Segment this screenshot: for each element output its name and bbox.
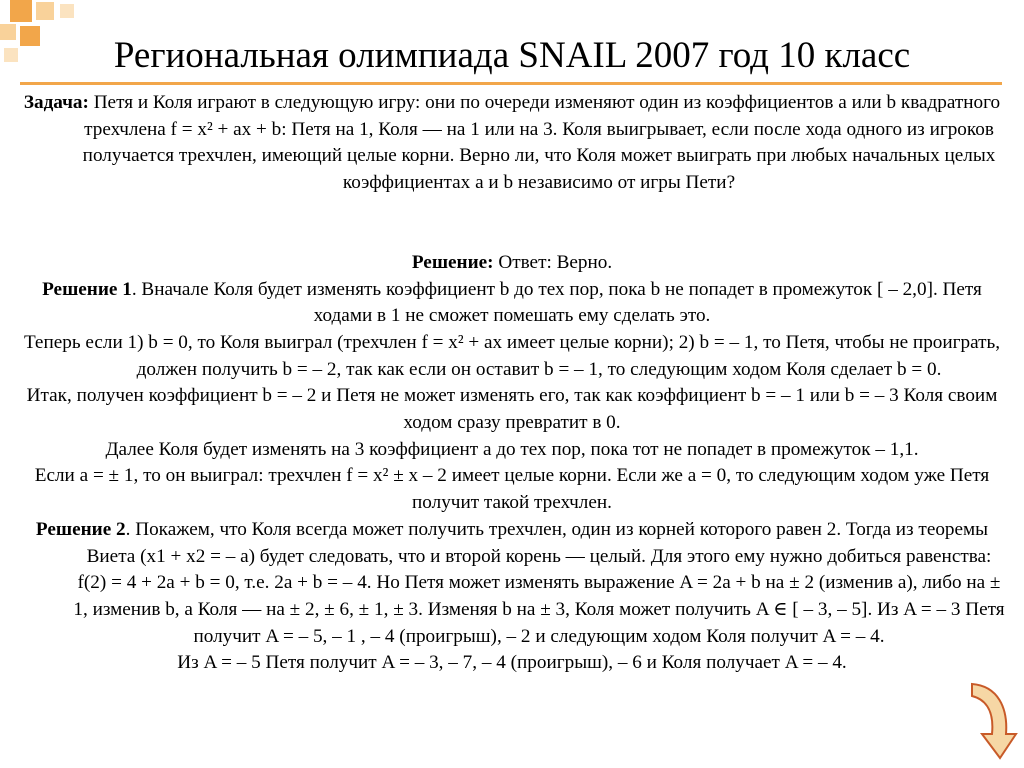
slide-content (16, 90, 1008, 677)
solution1-conclusion: Итак, получен коэффициент b = – 2 и Петя не может изменять его, так как коэффициент b = – 1 или b = – 3 Коля своим ходом сразу превратит в 0. (26, 385, 998, 434)
solution1-label: Решение 1 (42, 278, 132, 300)
task-paragraph (16, 90, 1008, 197)
solution1-paragraph (16, 277, 1008, 330)
solution1-final: Если a = ± 1, то он выиграл: трехчлен f = x² ± x – 2 имеет целые корни. Если же a = 0, то следующим ходом уже Петя получит такой трехчлен. (34, 465, 990, 514)
solution2-text: . Покажем, что Коля всегда может получить трехчлен, один из корней которого равен 2. Тогда из теоремы Виета (x1 + x2 = – a) будет следовать, что и второй корень — целый. Для этого ему нужно добиться равенства: f(2) = 4 + 2a + b = 0, т.е. 2a + b = – 4. Но Петя может изменять выражение A = 2a + b на ± 2 (изменив a), либо на ± 1, изменив b, а Коля — на ± 2, ± 6, ± 1, ± 3. Изменяя b на ± 3, Коля может получить A ∈ [ – 3, – 5]. Из A = – 3 Петя получит A = – 5, – 1 , – 4 (проигрыш), – 2 и следующим ходом Коля получит A = – 4. (73, 518, 1005, 647)
task-label: Задача: (23, 92, 89, 113)
solution1-cases: Теперь если 1) b = 0, то Коля выиграл (трехчлен f = x² + ax имеет целые корни); 2) b = – 1, то Петя, чтобы не проиграть, должен получить b = – 2, так как если он оставит b = – 1, то следующим ходом Коля сделает b = 0. (23, 331, 1001, 380)
solution2-paragraph (16, 517, 1008, 651)
solution1-text: . Вначале Коля будет изменять коэффициент b до тех пор, пока b не попадет в промежуток [ – 2,0]. Петя ходами в 1 не сможет помешать ему сделать это. (131, 278, 982, 327)
title-underline (20, 82, 1002, 85)
answer-text: Ответ: Верно. (493, 251, 613, 273)
slide-title: Региональная олимпиада SNAIL 2007 год 10 класс (113, 35, 911, 76)
task-text: Петя и Коля играют в следующую игру: они по очереди изменяют один из коэффициентов a или b квадратного трехчлена f = x² + ax + b: Петя на 1, Коля — на 1 или на 3. Коля выигрывает, если после хода одного из игроков получается трехчлен, имеющий целые корни. Верно ли, что Коля может выиграть при любых начальных целых коэффициентах a и b независимо от игры Пети? (82, 92, 1001, 194)
solution2-final: Из A = – 5 Петя получит A = – 3, – 7, – 4 (проигрыш), – 6 и Коля получает A = – 4. (177, 652, 847, 674)
answer-label: Решение: (411, 251, 494, 273)
curved-back-arrow-icon[interactable] (962, 680, 1018, 760)
solution2-label: Решение 2 (35, 518, 126, 540)
answer-paragraph (16, 250, 1008, 277)
solution1-coefficient-a: Далее Коля будет изменять на 3 коэффициент a до тех пор, пока тот не попадет в промежуток – 1,1. (105, 438, 919, 460)
